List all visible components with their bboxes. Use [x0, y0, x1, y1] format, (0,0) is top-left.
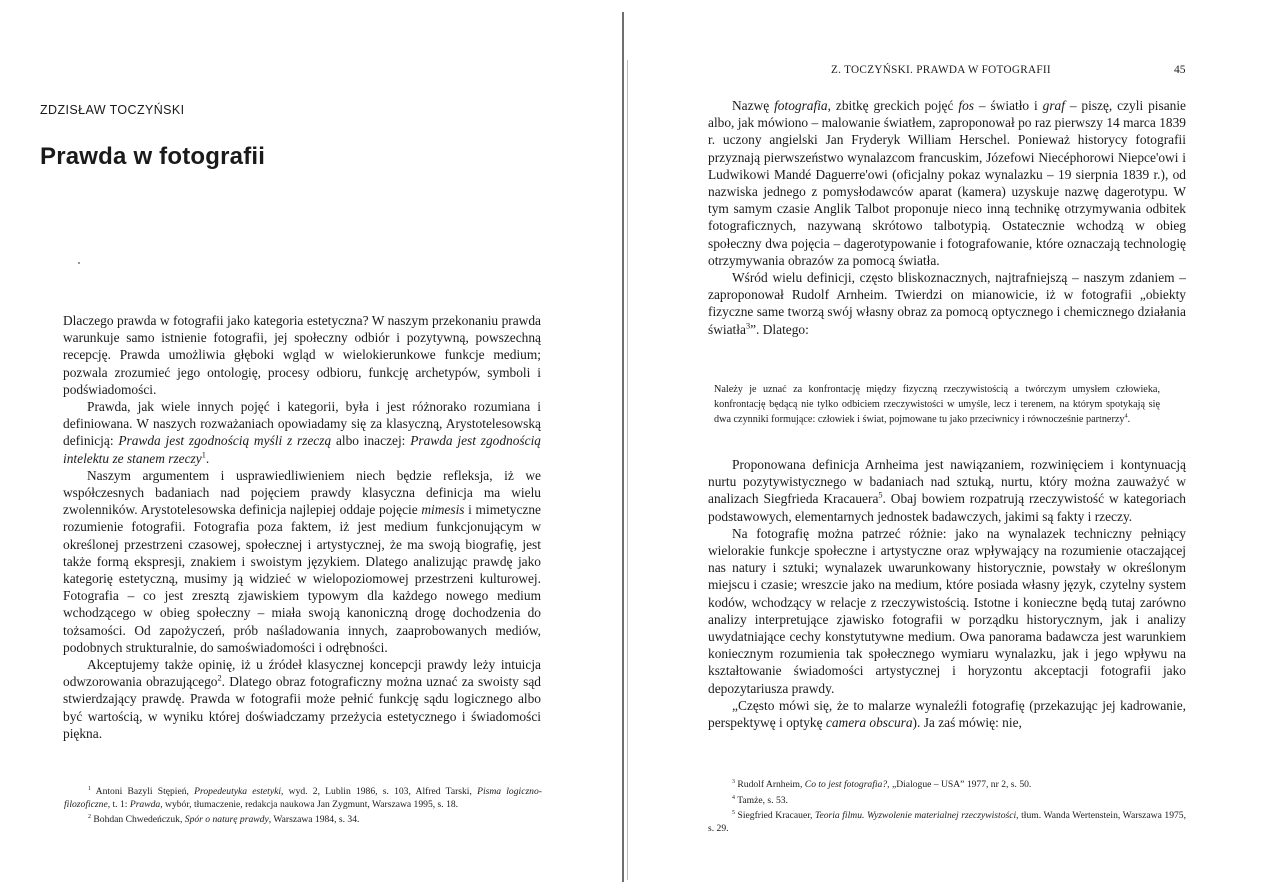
right-body-text	[708, 97, 1186, 338]
text-run: , tłum. Wanda Wertenstein, Warszawa 1975, s. 29.	[708, 810, 1186, 834]
text-run: Wśród wielu definicji, często bliskoznacznych, najtrafniejszą – naszym zdaniem – zaproponował Rudolf Arnheim. Twierdzi on mianowicie, iż w fotografii „obiekty fizyczne same tworzą swój własny obraz za pomocą optycznego i chemicznego działania światła	[708, 270, 1186, 337]
italic-run: Co to jest fotografia?	[804, 779, 888, 790]
text-run: , „Dialogue – USA” 1977, nr 2, s. 50.	[887, 779, 1032, 790]
footnote-number: 3	[732, 778, 735, 785]
text-run: Rudolf Arnheim,	[734, 779, 805, 790]
text-run: Tamże, s. 53.	[734, 794, 788, 806]
footnote-ref: 4	[1124, 412, 1128, 420]
page-gutter	[622, 12, 624, 882]
italic-run: mimesis	[421, 502, 465, 518]
italic-run: Spór o naturę prawdy	[184, 814, 269, 825]
text-run: – piszę, czyli pisanie albo, jak mówiono – malowanie światłem, zaproponował po raz pierwszy 14 marca 1839 r. uczony angielski Jan Fryderyk William Herschel. Ponieważ historycy fotografii przyznają pierwszeństwo wynalazcom francuskim, Józefowi Niecéphorowi Niepce'owi i Ludwikowi Mandé Daguerre'owi (oficjalny pokaz wynalazku – 19 sierpnia 1839 r.), od nazwiska jednego z pomysłodawców aparat (kamera) uzyskuje nazwę dagerotypu. W tym samym czasie Anglik Talbot proponuje nieco inną technikę otrzymywania odbitek fotograficznych, nazywaną skrótowo talbotypią. Ostatecznie wchodzą w obieg społeczny dwa pojęcia – dagerotypowanie i fotografowanie, które oznaczają technologię otrzymywania obrazów za pomocą światła.	[708, 98, 1186, 268]
running-head: Z. TOCZYŃSKI. PRAWDA W FOTOGRAFII	[831, 64, 1051, 76]
scan-speck	[78, 262, 80, 264]
text-run: . Dlatego obraz fotograficzny można uznać za swoisty sąd stwierdzający prawdę. Prawda w fotografii może pełnić funkcję sądu logicznego albo być wartością, w wyniku której doświadczamy przeżycia estetycznego i świadomości piękna.	[63, 674, 541, 741]
paragraph	[708, 697, 1186, 731]
text-run: albo inaczej:	[331, 433, 411, 449]
author-name: ZDZISŁAW TOCZYŃSKI	[40, 103, 185, 117]
page-number: 45	[1174, 64, 1186, 76]
text-run: Siegfried Kracauer,	[734, 810, 815, 821]
text-run: Na fotografię można patrzeć różnie: jako na wynalazek techniczny pełniący wielorakie funkcje społeczne i artystyczne oraz wpływający na rozumienie otaczającej nas natury i sztuki; wynalazek uwarunkowany historycznie, powstały w określonym miejscu i czasie; wreszcie jako na medium, które posiada własny język, czytelny system kodów, wchodzący w relacje z rzeczywistością. Istotne i konieczne będą tutaj zarówno analizy interpretujące zjawisko fotografii w porządku historycznym, jak i analizy uwydatniające cechy konstytutywne medium. Owa panorama badawcza jest warunkiem koniecznym rozumienia tak społecznego wymiaru wynalazku, jak i jego wpływu na kształtowanie świadomości artystycznej i horyzontu akceptacji fotografii jako depozytariusza prawdy.	[708, 525, 1186, 696]
footnote-number: 5	[732, 809, 735, 816]
article-title: Prawda w fotografii	[40, 143, 266, 170]
paragraph	[708, 525, 1186, 697]
left-footnotes	[64, 786, 542, 830]
paragraph	[63, 398, 541, 467]
footnote-ref: 1	[201, 450, 206, 460]
left-body-text	[63, 312, 541, 742]
paragraph	[63, 312, 541, 398]
italic-run: Pisma logiczno-filozoficzne	[64, 786, 542, 810]
paragraph	[708, 97, 1186, 269]
text-run: – światło i	[973, 98, 1043, 113]
text-run: Naszym argumentem i usprawiedliwieniem niech będzie refleksja, iż we współczesnych badaniach nad pojęciem prawdy klasyczna definicja ma wielu zwolenników. Arystotelesowska definicja najlepiej oddaje pojęcie	[63, 467, 541, 518]
paragraph	[708, 269, 1186, 338]
footnote-number: 1	[88, 785, 91, 792]
footnote	[708, 795, 1186, 808]
text-run: . Obaj bowiem rozpatrują rzeczywistość w kategoriach podstawowych, elementarnych jednostek badawczych, jakimi są fakty i rzeczy.	[708, 491, 1186, 524]
italic-run: Prawda jest zgodnością intelektu ze stanem rzeczy	[63, 433, 541, 466]
left-page	[0, 0, 622, 894]
footnote-number: 4	[732, 794, 735, 801]
text-run: Należy je uznać za konfrontację między fizyczną rzeczywistością a twórczym umysłem człowieka, konfrontację będącą nie tylko odbiciem rzeczywistości w umyśle, lecz i terenem, na którym spotykają się dwa czynniki formujące: człowiek i świat, pojmowane tu jako przeciwnicy i równocześnie partnerzy	[714, 384, 1160, 425]
text-run: , Warszawa 1984, s. 34.	[268, 814, 360, 825]
italic-run: Teoria filmu. Wyzwolenie materialnej rzeczywistości	[815, 810, 1017, 821]
footnote	[708, 810, 1186, 835]
text-run: Proponowana definicja Arnheima jest nawiązaniem, rozwinięciem i kontynuacją nurtu pozytywistycznego w badaniach nad sztuką, nurtu, który można zauważyć w analizach Siegfrieda Kracauera	[708, 457, 1186, 507]
italic-run: fos	[958, 98, 974, 113]
footnote-ref: 3	[745, 321, 751, 331]
text-run: i mimetyczne rozumienie fotografii. Fotografia poza faktem, iż jest medium funkcjonującym w określonej przestrzeni czasowej, społecznej i artystycznej, że ma swoją biografię, jest także formą ekspresji, znakiem i swoistym językiem. Dlatego analizując prawdę jako kategorię estetyczną, musimy ją widzieć w wielopoziomowej przestrzeni kulturowej. Fotografia – co jest zresztą zjawiskiem typowym dla każdego nowego medium wchodzącego w obieg społeczny – miała swoją kanoniczną drogę dochodzenia do tożsamości. Od zapożyczeń, prób naśladowania innych, zaaprobowanych mediów, podobnych strukturalnie, do samoświadomości i odrębności.	[63, 502, 541, 655]
block-quote	[714, 382, 1160, 427]
italic-run: Prawda jest zgodnością myśli z rzeczą	[118, 433, 332, 449]
text-run: Dlaczego prawda w fotografii jako kategoria estetyczna? W naszym przekonaniu prawda warunkuje samo istnienie fotografii, jej społeczny odbiór i pozytywną, powszechną recepcję. Prawda umożliwia głęboki wgląd w wielokierunkowe funkcje medium; pozwala zrozumieć jego ontologię, procesy odbioru, funkcję archetypów, symboli i podświadomości.	[63, 313, 541, 397]
text-run: .	[1127, 414, 1131, 425]
footnote-number: 2	[88, 813, 91, 820]
paragraph	[63, 656, 541, 742]
footnote	[708, 779, 1186, 792]
footnote	[64, 786, 542, 811]
right-page	[626, 0, 1262, 894]
italic-run: Prawda	[129, 798, 161, 810]
paragraph	[63, 467, 541, 656]
italic-run: graf	[1042, 98, 1065, 113]
italic-run: fotografia	[774, 98, 828, 113]
text-run: Prawda, jak wiele innych pojęć i kategorii, była i jest różnorako rozumiana i definiowana. W naszych rozważaniach opowiadamy się za klasyczną, Arystotelesowską definicją:	[63, 399, 541, 449]
footnote	[64, 814, 542, 827]
paragraph	[708, 456, 1186, 525]
footnote-ref: 2	[217, 673, 222, 683]
text-run: , zbitkę greckich pojęć	[827, 98, 959, 113]
italic-run: camera obscura	[825, 715, 913, 731]
text-run: Nazwę	[732, 98, 775, 113]
right-footnotes	[708, 779, 1186, 838]
right-body-text-continued	[708, 456, 1186, 731]
text-run: , wyd. 2, Lublin 1986, s. 103, Alfred Tarski,	[281, 786, 478, 797]
text-run: Bohdan Chwedeńczuk,	[90, 814, 185, 825]
text-run: „Często mówi się, że to malarze wynaleźli fotografię (przekazując jej kadrowanie, perspektywę i optykę	[708, 697, 1186, 731]
text-run: , t. 1:	[107, 798, 130, 810]
text-run: Akceptujemy także opinię, iż u źródeł klasycznej koncepcji prawdy leży intuicja odwzorowania obrazującego	[63, 657, 541, 690]
footnote-ref: 5	[878, 490, 883, 500]
italic-run: Propedeutyka estetyki	[194, 786, 282, 797]
text-run: ). Ja zaś mówię: nie,	[912, 715, 1022, 731]
text-run: , wybór, tłumaczenie, redakcja naukowa Jan Zygmunt, Warszawa 1995, s. 18.	[160, 798, 459, 810]
text-run: ”. Dlatego:	[750, 321, 809, 337]
text-run: .	[205, 450, 210, 466]
text-run: Antoni Bazyli Stępień,	[90, 786, 195, 797]
